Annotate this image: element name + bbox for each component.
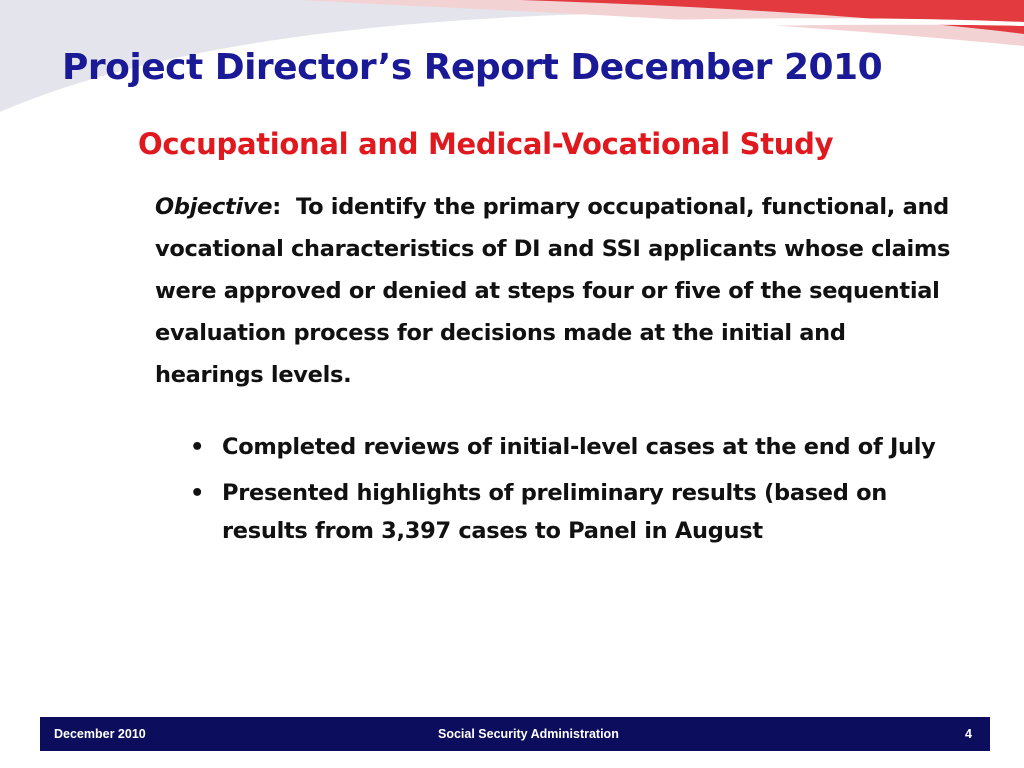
bullet-icon: • bbox=[190, 480, 205, 506]
bullet-list bbox=[190, 428, 960, 558]
footer-organization: Social Security Administration bbox=[438, 727, 619, 741]
bullet-text: Presented highlights of preliminary results (based on results from 3,397 cases to Panel in August bbox=[222, 480, 887, 544]
objective-text: To identify the primary occupational, functional, and vocational characteristics of DI and SSI applicants whose claims were approved or denied at steps four or five of the sequential evaluation process for decisions made at the initial and hearings levels. bbox=[155, 194, 951, 388]
objective-separator: : bbox=[272, 194, 281, 220]
footer-date: December 2010 bbox=[54, 727, 146, 741]
objective-label: Objective bbox=[155, 194, 273, 220]
slide-subtitle: Occupational and Medical-Vocational Study bbox=[138, 127, 834, 161]
bullet-text: Completed reviews of initial-level cases at the end of July bbox=[222, 434, 936, 460]
slide-title: Project Director’s Report December 2010 bbox=[62, 47, 883, 88]
objective-paragraph bbox=[155, 186, 955, 396]
bullet-item bbox=[190, 428, 960, 466]
bullet-item bbox=[190, 474, 960, 550]
footer-page-number: 4 bbox=[965, 727, 972, 741]
footer-bar bbox=[40, 717, 990, 751]
bullet-icon: • bbox=[190, 434, 205, 460]
